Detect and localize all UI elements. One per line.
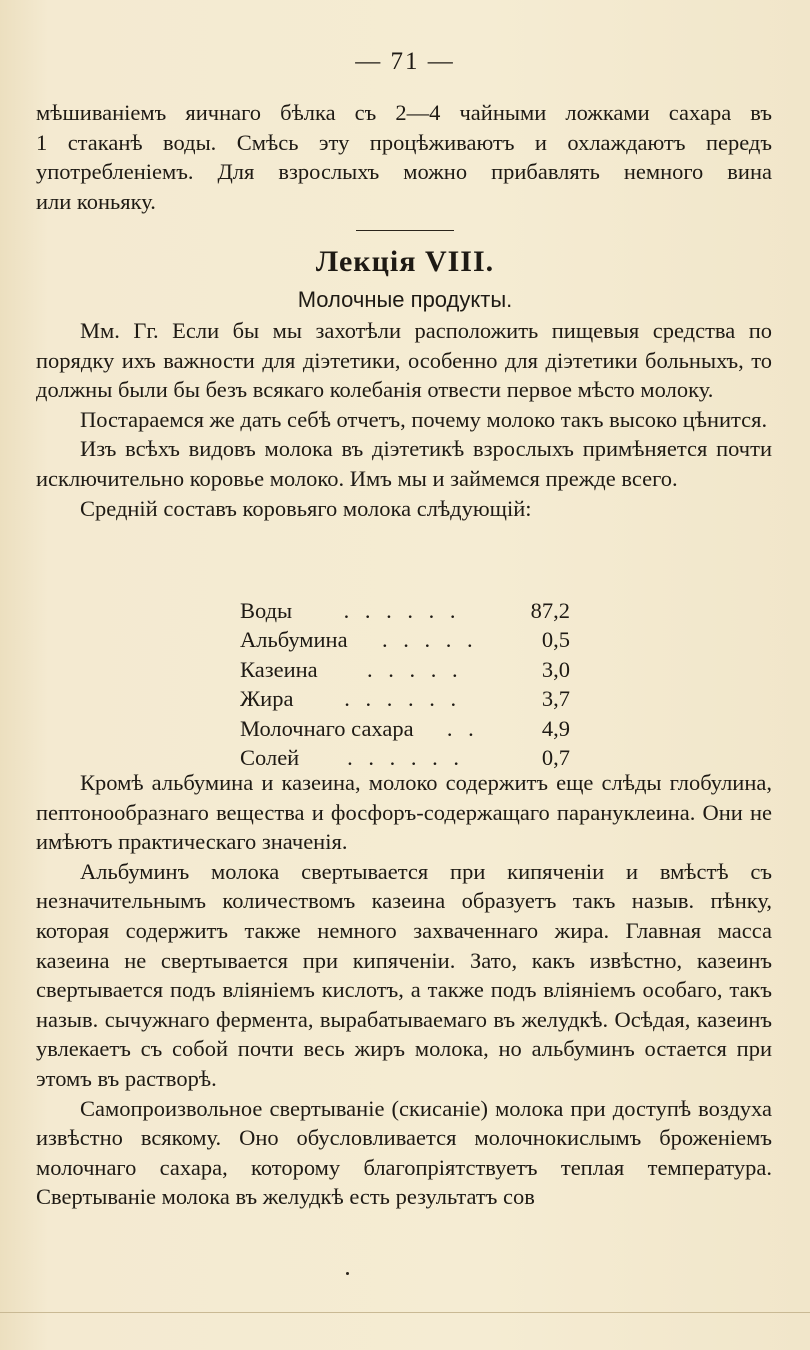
- composition-row: [240, 655, 570, 684]
- ink-speck: [346, 1272, 349, 1275]
- paragraph: Самопроизвольное свертываніе (скисаніе) молока при доступѣ воздуха извѣстно всякому. Оно обусловливается молочнокислымъ броженіемъ молочнаго сахара, которому благопріятствуетъ теплая температура. Свертываніе молока въ желудкѣ есть результатъ сов: [36, 1095, 772, 1210]
- paragraph: Постараемся же дать себѣ отчетъ, почему молоко такъ высоко цѣнится.: [80, 406, 768, 432]
- composition-row: [240, 625, 570, 654]
- paragraph: Кромѣ альбумина и казеина, молоко содержитъ еще слѣды глобулина, пептонообразнаго вещества и фосфоръ-содержащаго парануклеина. Они не имѣютъ практическаго значенія.: [36, 770, 772, 855]
- composition-intro: Среднiй составъ коровьяго молока слѣдующій:: [80, 495, 532, 521]
- component-value: 87,2: [530, 598, 570, 623]
- intro-line: или коньяку.: [36, 188, 156, 214]
- component-name: Казеина: [240, 656, 318, 682]
- composition-row: [240, 596, 570, 625]
- page-number: — 71 —: [355, 48, 455, 75]
- composition-row: [240, 714, 570, 743]
- intro-line: употребленіемъ. Для взрослыхъ можно прибавлять немного вина: [36, 159, 772, 185]
- component-name: Жира: [240, 686, 294, 712]
- main-text-upper: [36, 316, 772, 523]
- paragraph: Альбуминъ молока свертывается при кипяченіи и вмѣстѣ съ незначительнымъ количествомъ казеина образуетъ такъ назыв. пѣнку, которая содержитъ также немного захваченнаго жира. Главная масса казеина не свертывается при кипяченіи. Зато, какъ извѣстно, казеинъ свертывается подъ вліяніемъ кислотъ, а также подъ вліяніемъ особаго, такъ назыв. сычужнаго фермента, вырабатываемаго въ желудкѣ. Осѣдая, казеинъ увлекаетъ съ собой почти весь жиръ молока, но альбуминъ остается при этомъ въ растворѣ.: [36, 858, 772, 1091]
- component-value: 3,0: [541, 656, 570, 682]
- paragraph: Изъ всѣхъ видовъ молока въ діэтетикѣ взрослыхъ примѣняется почти исключительно коровье молоко. Имъ мы и займемся прежде всего.: [36, 436, 772, 491]
- component-value: 0,7: [541, 745, 570, 771]
- lecture-title: Лекція VIII.: [315, 245, 495, 278]
- milk-composition-table: [240, 596, 570, 772]
- leader-dots: . . . . .: [367, 656, 463, 682]
- component-value: 4,9: [541, 715, 570, 741]
- intro-line: мѣшиваніемъ яичнаго бѣлка съ 2—4 чайными ложками сахара въ: [36, 100, 772, 125]
- main-text-lower: [36, 768, 772, 1212]
- component-name: Альбумина: [240, 627, 348, 653]
- component-value: 0,5: [541, 627, 570, 653]
- leader-dots: . . . . . .: [344, 686, 462, 712]
- leader-dots: . . . . .: [381, 627, 478, 653]
- composition-row: [240, 684, 570, 713]
- intro-line: 1 стаканѣ воды. Смѣсь эту процѣживаютъ и охлаждаютъ передъ: [36, 129, 772, 155]
- section-title: Молочные продукты.: [297, 287, 513, 312]
- page-bottom-edge: [0, 1312, 810, 1313]
- paragraph: Мм. Гг. Если бы мы захотѣли расположить пищевыя средства по порядку ихъ важности для діэтетики, особенно для діэтетики больныхъ, то должны были бы безъ всякаго колебанія отвести первое мѣсто молоку.: [36, 318, 772, 403]
- leader-dots: . . . . . .: [347, 745, 465, 771]
- section-divider: [356, 230, 454, 231]
- intro-paragraph: [36, 98, 772, 216]
- leader-dots: . .: [446, 715, 479, 741]
- leader-dots: . . . . . .: [343, 598, 461, 623]
- component-name: Воды: [240, 598, 293, 623]
- component-value: 3,7: [541, 686, 570, 712]
- component-name: Солей: [240, 745, 300, 771]
- component-name: Молочнаго сахара: [240, 715, 414, 741]
